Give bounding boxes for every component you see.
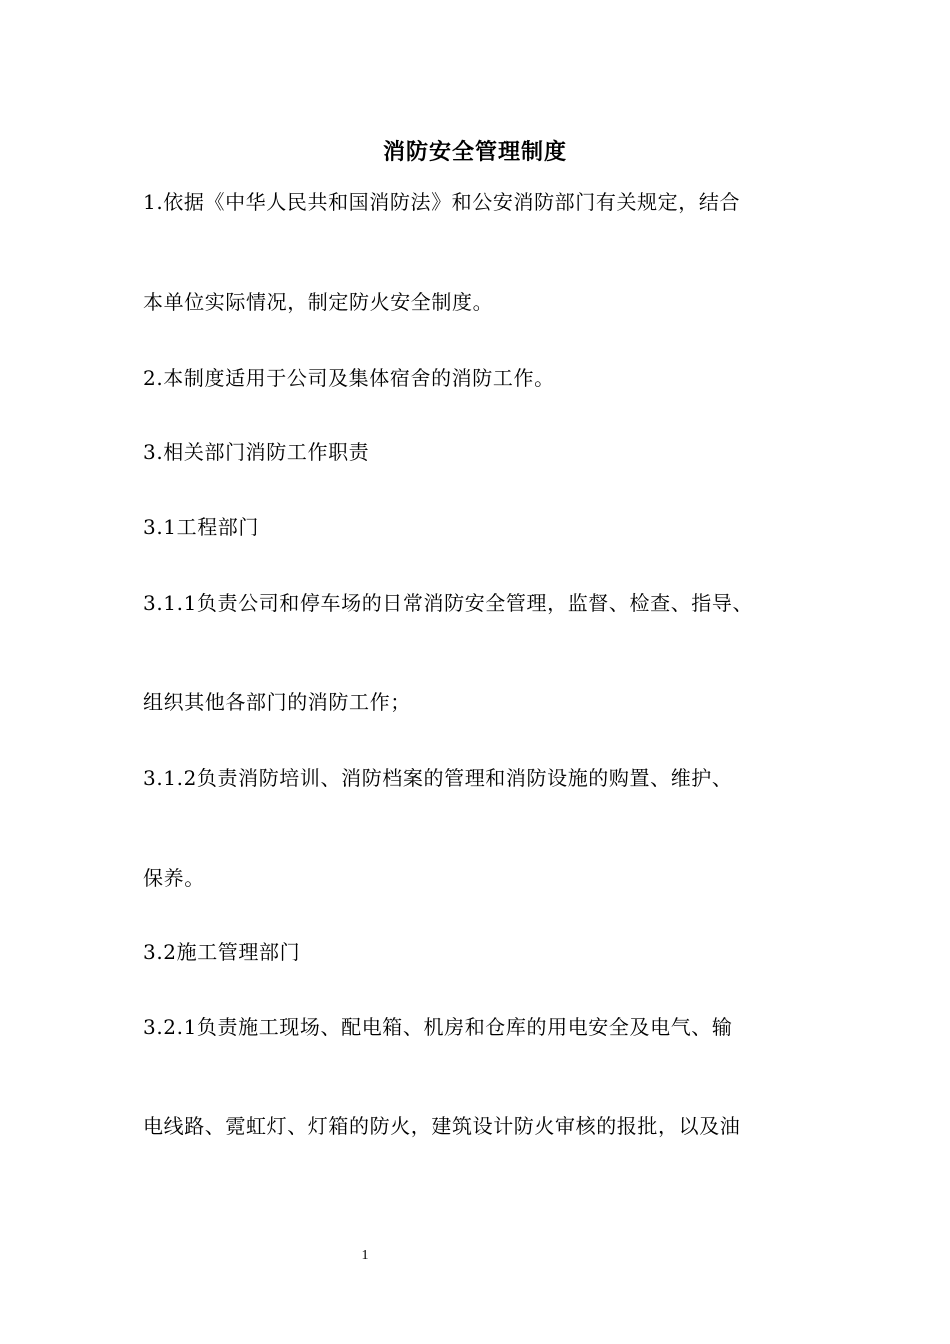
paragraph-line: 本单位实际情况，制定防火安全制度。	[143, 290, 494, 314]
paragraph-line: 3.1.2负责消防培训、消防档案的管理和消防设施的购置、维护、	[143, 766, 733, 790]
paragraph-line: 电线路、霓虹灯、灯箱的防火，建筑设计防火审核的报批，以及油	[143, 1114, 741, 1138]
page-number: 1	[361, 1248, 369, 1263]
paragraph-line: 3.2.1负责施工现场、配电箱、机房和仓库的用电安全及电气、输	[143, 1015, 733, 1039]
paragraph-line: 2.本制度适用于公司及集体宿舍的消防工作。	[143, 366, 555, 390]
paragraph-line: 3.相关部门消防工作职责	[143, 440, 370, 464]
paragraph-line: 1.依据《中华人民共和国消防法》和公安消防部门有关规定，结合	[143, 190, 741, 214]
paragraph-line: 3.2施工管理部门	[143, 940, 301, 964]
paragraph-line: 保养。	[143, 866, 205, 890]
paragraph-line: 3.1.1负责公司和停车场的日常消防安全管理，监督、检查、指导、	[143, 591, 754, 615]
paragraph-line: 3.1工程部门	[143, 515, 260, 539]
paragraph-line: 组织其他各部门的消防工作；	[143, 690, 411, 714]
document-title: 消防安全管理制度	[382, 140, 567, 165]
